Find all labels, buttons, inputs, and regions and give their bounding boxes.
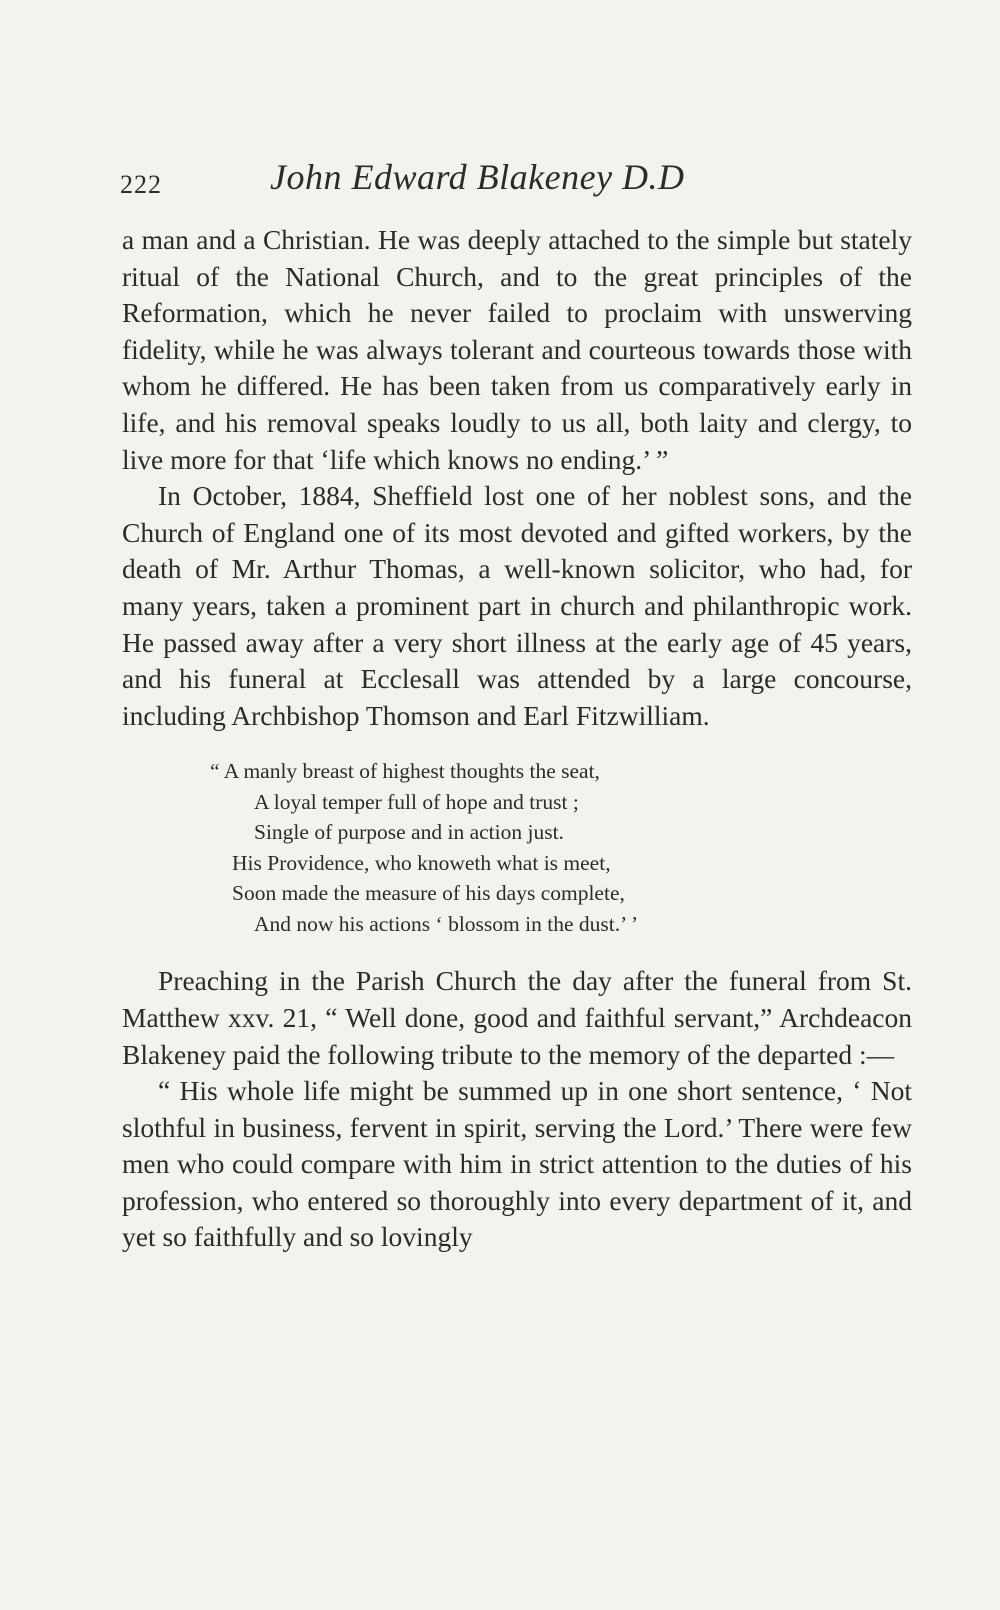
body-text <box>122 222 912 1256</box>
verse-line: His Providence, who knoweth what is meet, <box>232 850 611 875</box>
paragraph-arthur-thomas: In October, 1884, Sheffield lost one of her noblest sons, and the Church of England one of its most devoted and gifted workers, by the death of Mr. Arthur Thomas, a well-known solicitor, who had, for many years, taken a prominent part in church and philanthropic work. He passed away after a very short illness at the early age of 45 years, and his funeral at Ecclesall was attended by a large concourse, including Archbishop Thomson and Earl Fitzwilliam. <box>122 480 912 731</box>
page-header <box>120 150 900 210</box>
verse-line: “ A manly breast of highest thoughts the seat, <box>210 759 600 784</box>
verse-line: Single of purpose and in action just. <box>254 820 564 845</box>
verse-line: And now his actions ‘ blossom in the dust.’ ’ <box>254 911 639 936</box>
verse-quotation <box>122 756 912 939</box>
page-number: 222 <box>120 170 162 199</box>
verse-line: A loyal temper full of hope and trust ; <box>254 789 579 814</box>
running-head: John Edward Blakeney D.D <box>270 157 685 197</box>
paragraph-preaching: Preaching in the Parish Church the day after the funeral from St. Matthew xxv. 21, “ Well done, good and faithful servant,” Archdeacon Blakeney paid the following tribute to the memory of the departed :— <box>122 965 912 1070</box>
verse-line: Soon made the measure of his days complete, <box>232 881 625 906</box>
paragraph-continued: a man and a Christian. He was deeply attached to the simple but stately ritual of the National Church, and to the great principles of the Reformation, which he never failed to proclaim with unswerving fidelity, while he was always tolerant and courteous towards those with whom he differed. He has been taken from us comparatively early in life, and his removal speaks loudly to us all, both laity and clergy, to live more for that ‘life which knows no ending.’ ” <box>122 224 912 475</box>
paragraph-tribute-quote: “ His whole life might be summed up in one short sentence, ‘ Not slothful in business, fervent in spirit, serving the Lord.’ There were few men who could compare with him in strict attention to the duties of his profession, who entered so thoroughly into every department of it, and yet so faithfully and so lovingly <box>122 1075 912 1253</box>
